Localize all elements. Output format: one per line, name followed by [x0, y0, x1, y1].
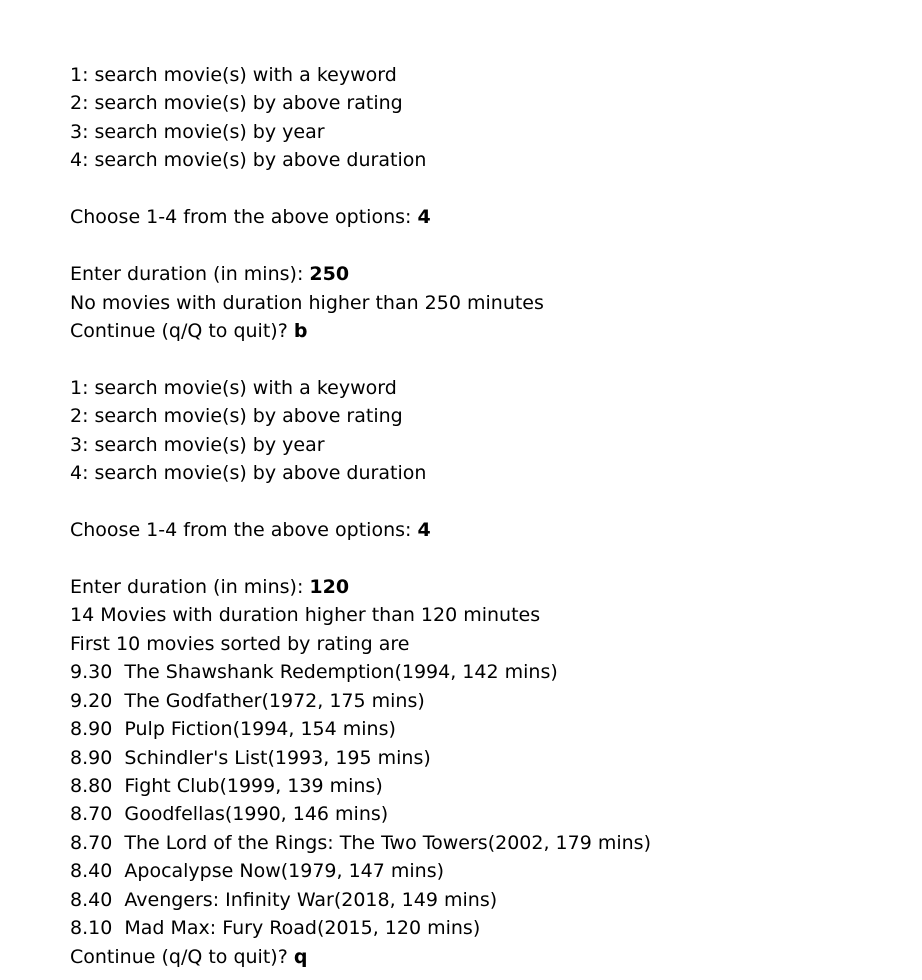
choose-prompt: Choose 1-4 from the above options:: [70, 519, 418, 541]
result-count-line: 14 Movies with duration higher than 120 minutes: [70, 604, 541, 627]
duration-input: 120: [309, 575, 350, 598]
continue-line: [70, 943, 890, 971]
menu-option-1: 1: search movie(s) with a keyword: [70, 376, 397, 399]
choose-input: 4: [417, 206, 431, 229]
menu-option-2: 2: search movie(s) by above rating: [70, 405, 403, 428]
continue-input: q: [293, 945, 308, 968]
duration-prompt: Enter duration (in mins):: [70, 575, 310, 598]
result-header-line: First 10 movies sorted by rating are: [70, 632, 410, 655]
blank-line: [70, 175, 890, 203]
movie-result-row: 8.80 Fight Club(1999, 139 mins): [70, 774, 383, 797]
menu-option-4: 4: search movie(s) by above duration: [70, 462, 427, 485]
duration-line: [70, 260, 890, 288]
movie-result-row: 8.90 Schindler's List(1993, 195 mins): [70, 746, 431, 769]
movie-result-row: 8.40 Apocalypse Now(1979, 147 mins): [70, 860, 445, 883]
movie-result-row: 9.30 The Shawshank Redemption(1994, 142 mins): [70, 661, 558, 684]
blank-line: [70, 488, 890, 516]
duration-input: 250: [309, 263, 350, 286]
session-block-2: [70, 374, 890, 971]
console-transcript: [70, 61, 890, 971]
duration-line: [70, 573, 890, 601]
movie-result-row: 9.20 The Godfather(1972, 175 mins): [70, 689, 425, 712]
movie-result-row: 8.40 Avengers: Infinity War(2018, 149 mins): [70, 888, 498, 911]
movie-result-row: 8.90 Pulp Fiction(1994, 154 mins): [70, 718, 396, 741]
choose-option-line: [70, 516, 890, 544]
menu-option-1: 1: search movie(s) with a keyword: [70, 64, 397, 86]
continue-input: b: [293, 319, 308, 342]
session-block-1: [70, 61, 890, 374]
menu-option-3: 3: search movie(s) by year: [70, 433, 325, 456]
menu-option-3: 3: search movie(s) by year: [70, 120, 325, 143]
blank-line: [70, 232, 890, 260]
movie-result-row: 8.10 Mad Max: Fury Road(2015, 120 mins): [70, 917, 481, 940]
movie-result-row: 8.70 The Lord of the Rings: The Two Towers(2002, 179 mins): [70, 831, 651, 854]
choose-option-line: [70, 203, 890, 231]
menu-option-4: 4: search movie(s) by above duration: [70, 149, 427, 172]
continue-prompt: Continue (q/Q to quit)?: [70, 319, 294, 342]
result-line: No movies with duration higher than 250 minutes: [70, 291, 544, 314]
choose-input: 4: [417, 519, 431, 541]
choose-prompt: Choose 1-4 from the above options:: [70, 206, 418, 229]
blank-line: [70, 345, 890, 373]
menu-option-2: 2: search movie(s) by above rating: [70, 92, 403, 115]
continue-prompt: Continue (q/Q to quit)?: [70, 945, 294, 968]
continue-line: [70, 317, 890, 345]
duration-prompt: Enter duration (in mins):: [70, 263, 310, 286]
movie-result-row: 8.70 Goodfellas(1990, 146 mins): [70, 803, 389, 826]
blank-line: [70, 544, 890, 572]
